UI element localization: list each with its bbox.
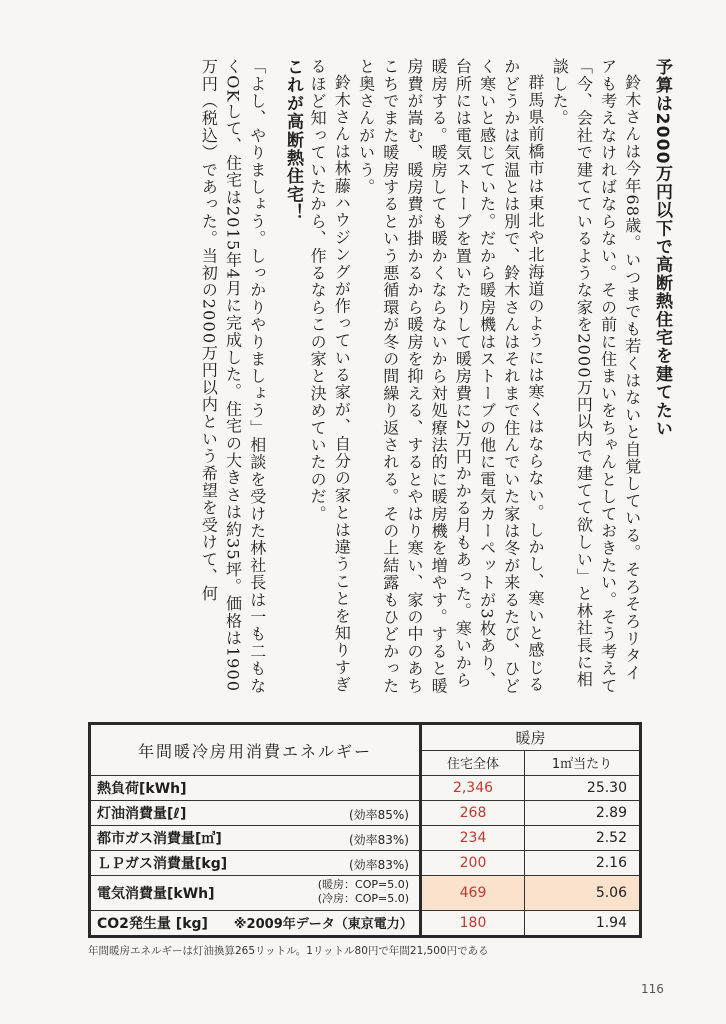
cell-total: 234 [421, 826, 525, 851]
table-row-co2 [90, 911, 641, 937]
efficiency-note: (効率85%) [348, 808, 409, 822]
cell-total: 200 [421, 851, 525, 876]
row-label: 都市ガス消費量[㎥] [97, 831, 222, 847]
table-row-electric [90, 876, 641, 911]
cell-per-m2: 2.89 [525, 801, 641, 826]
cop-cooling: (冷房：COP=5.0) [317, 892, 409, 905]
row-label: 熱負荷[kWh] [97, 781, 187, 797]
heating-header: 暖房 [421, 724, 641, 751]
table-row [90, 851, 641, 876]
cell-per-m2: 25.30 [525, 776, 641, 801]
table-row [90, 801, 641, 826]
cell-total: 268 [421, 801, 525, 826]
cell-total: 180 [421, 911, 525, 937]
row-label: 電気消費量[kWh] [97, 886, 215, 902]
cell-per-m2: 1.94 [525, 911, 641, 937]
page-number: 116 [641, 982, 664, 996]
table-row [90, 826, 641, 851]
paragraph-2: 群馬県前橋市は東北や北海道のようには寒くはならない。しかし、寒いと感じるかどうかは気温とは別で、鈴木さんはそれまで住んでいた家は冬が来るたび、ひどく寒いと感じていた。だから暖房機はストーブの他に電気カーペットが3枚あり、台所には電気ストーブを置いたりして暖房費に2万円かかる月もあった。寒いから暖房する。暖房しても暖かくならないから対処療法的に暖房機を増やす。すると暖房費が嵩む、暖房費が掛かるから暖房を抑える、するとやはり寒い、家の中のあちこちでまた暖房するという悪循環が冬の間繰り返される。その上結露もひどかったと奥さんがいう。 [356, 58, 545, 695]
cell-total: 2,346 [421, 776, 525, 801]
efficiency-note: (効率83%) [348, 858, 409, 872]
table-title: 年間暖冷房用消費エネルギー [90, 724, 421, 776]
col-header-per-m2: 1㎡当たり [525, 750, 641, 775]
cop-heating: (暖房：COP=5.0) [317, 878, 409, 891]
cell-total: 469 [421, 876, 525, 911]
row-label: CO2発生量 [kg] [97, 916, 208, 932]
row-label: 灯油消費量[ℓ] [97, 806, 187, 822]
cell-per-m2: 5.06 [525, 876, 641, 911]
paragraph-1: 鈴木さんは今年68歳。いつまでも若くはないと自覚している。そろそろリタイアも考えなければならない。その前に住まいをちゃんとしておきたい。そう考えて「今、会社で建てているような家を2000万円以内で建てて欲しい」と林社長に相談した。 [550, 58, 642, 695]
section-heading-budget: 予算は2000万円以下で高断熱住宅を建てたい [652, 58, 672, 438]
paragraph-4: 「よし、やりましょう。しっかりやりましょう」相談を受けた林社長は一も二もなくOKして、住宅は2015年4月に完成した。住宅の大きさは約35坪。価格は1900万円（税込）であった。当初の2000万円以内という希望を受けて、何 [199, 58, 267, 695]
section-heading-high-insulation: これが高断熱住宅！ [282, 58, 303, 222]
col-header-total: 住宅全体 [421, 750, 525, 775]
energy-table [88, 722, 642, 938]
paragraph-3: 鈴木さんは林藤ハウジングが作っている家が、自分の家とは違うことを知りすぎるほど知っていたから、作るならこの家と決めていたのだ。 [308, 58, 352, 694]
cell-per-m2: 2.16 [525, 851, 641, 876]
table-footnote: 年間暖房エネルギーは灯油換算265リットル。1リットル80円で年間21,500円である [88, 945, 489, 957]
co2-source-note: ※2009年データ（東京電力） [233, 917, 413, 932]
cell-per-m2: 2.52 [525, 826, 641, 851]
article-body [196, 58, 674, 698]
table-row [90, 776, 641, 801]
row-label: ＬＰガス消費量[kg] [97, 856, 228, 872]
efficiency-note: (効率83%) [348, 833, 409, 847]
